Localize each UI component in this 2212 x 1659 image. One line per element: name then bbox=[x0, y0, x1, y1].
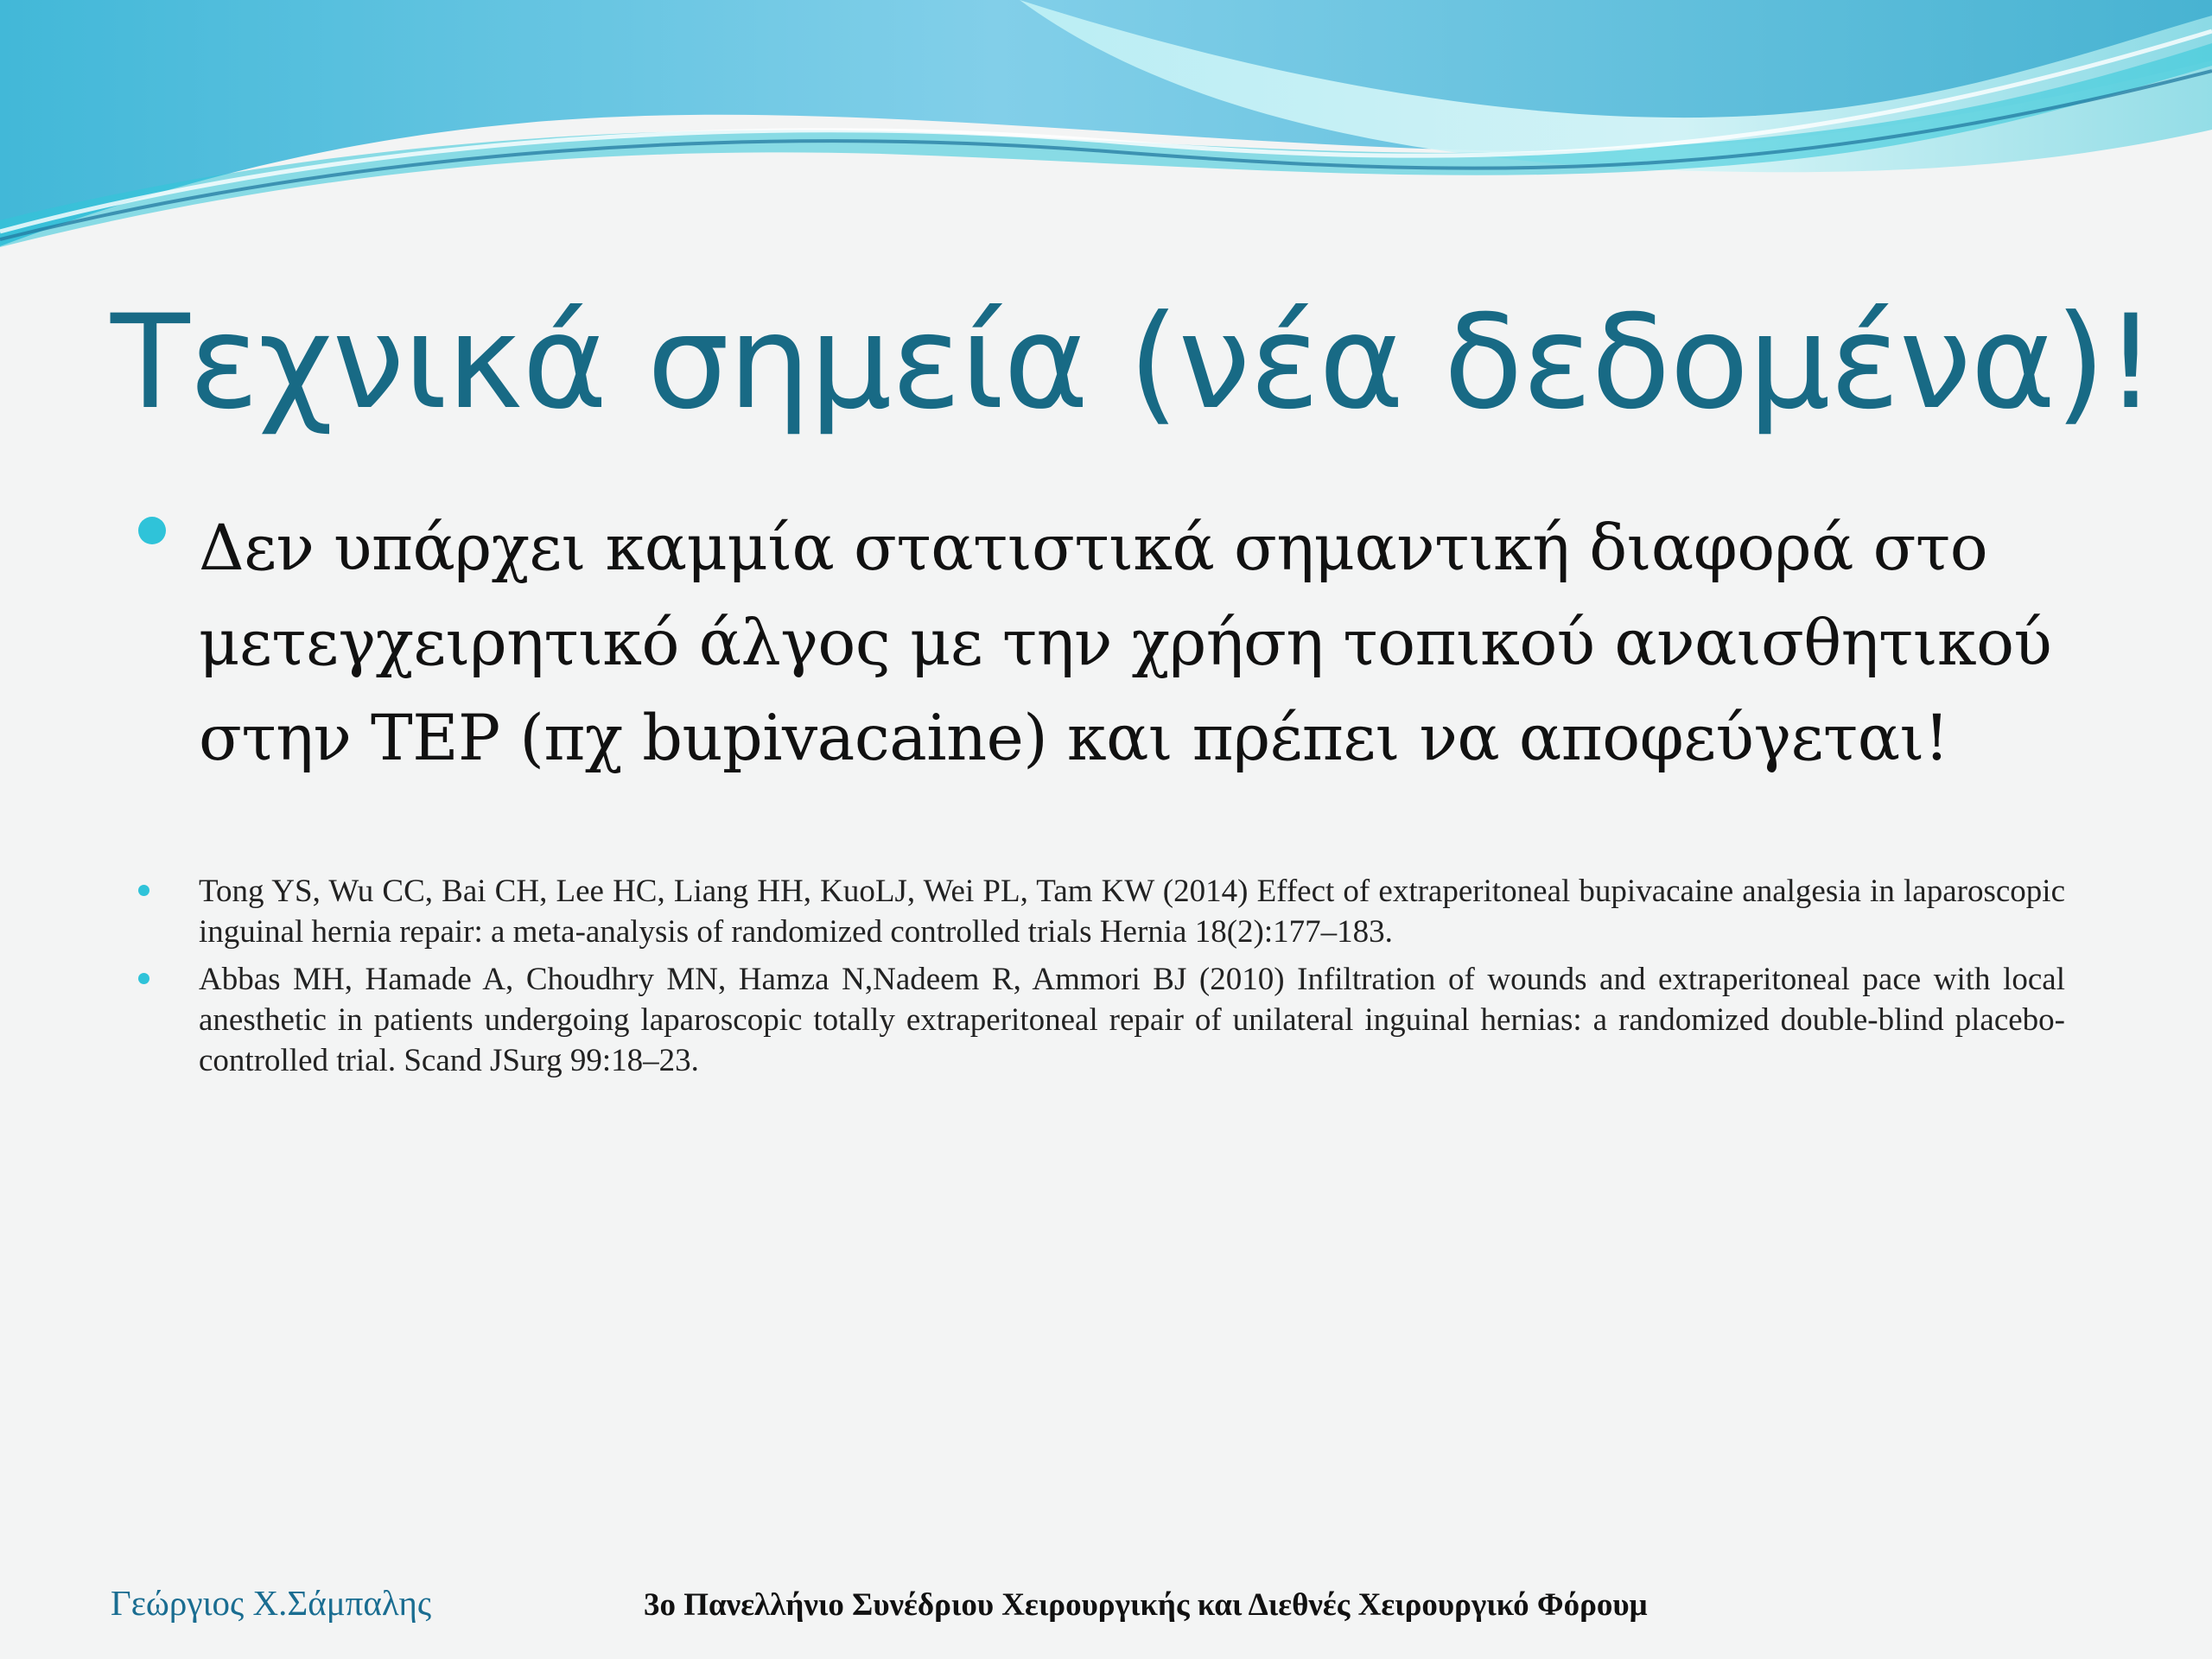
reference-text: Tong YS, Wu CC, Bai CH, Lee HC, Liang HH, KuoLJ, Wei PL, Tam KW (2014) Effect of extraperitoneal bupivacaine analgesia in laparoscopic inguinal hernia repair: a meta-analysis of randomized controlled trials Hernia 18(2):177–183. bbox=[199, 874, 2065, 950]
decorative-wave-header bbox=[0, 0, 2212, 259]
footer-author: Γεώργιος Χ.Σάμπαλης bbox=[111, 1583, 432, 1623]
main-bullet-text: Δεν υπάρχει καμμία στατιστικά σημαντική διαφορά στο μετεγχειρητικό άλγος με την χρήση τοπικού αναισθητικού στην TEP (πχ bupivacaine) και πρέπει να αποφεύγεται! bbox=[199, 512, 2052, 775]
small-bullet-icon bbox=[138, 885, 149, 896]
slide-title: Τεχνικά σημεία (νέα δεδομένα)! bbox=[111, 288, 2156, 438]
small-bullet-icon bbox=[138, 973, 149, 984]
bullet-icon bbox=[138, 517, 166, 544]
reference-text: Abbas MH, Hamade A, Choudhry MN, Hamza N,Nadeem R, Ammori BJ (2010) Infiltration of wounds and extraperitoneal pace with local anesthetic in patients undergoing laparoscopic totally extraperitoneal repair of unilateral inguinal hernias: a randomized double-blind placebo-controlled trial. Scand JSurg 99:18–23. bbox=[199, 962, 2065, 1078]
footer-conference: 3ο Πανελλήνιο Συνέδριου Χειρουργικής και Διεθνές Χειρουργικό Φόρουμ bbox=[644, 1587, 1648, 1623]
